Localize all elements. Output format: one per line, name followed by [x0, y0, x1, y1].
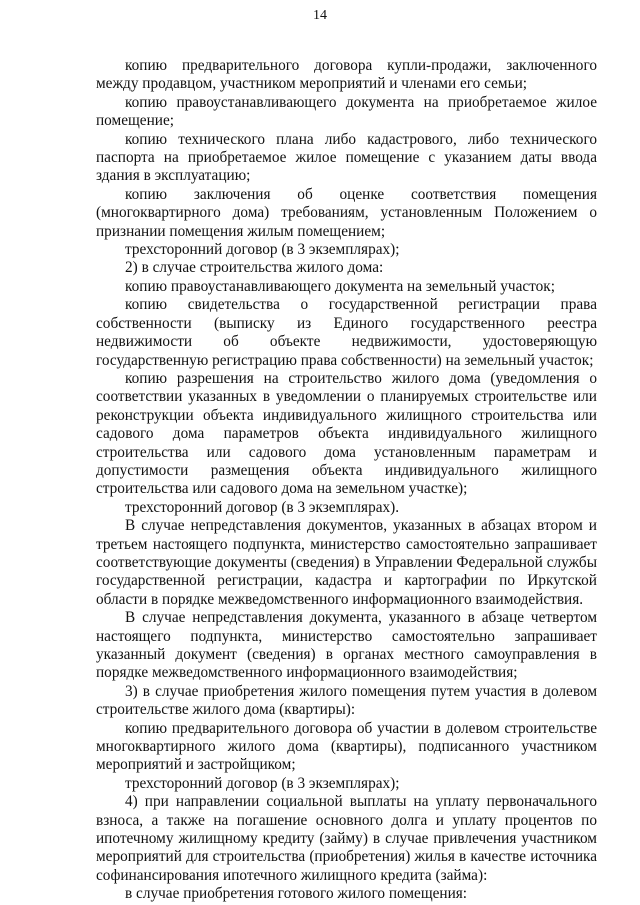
paragraph: В случае непредставления документа, указанного в абзаце четвертом настоящего подпункта, министерство самостоятельно запрашивает указанный документ (сведения) в органах местного самоуправления в порядке межведомственного информационного взаимодействия; — [96, 609, 597, 682]
paragraph: трехсторонний договор (в 3 экземплярах). — [125, 498, 400, 516]
paragraph: 4) при направлении социальной выплаты на уплату первоначального взноса, а также на погашение основного долга и уплату процентов по ипотечному жилищному кредиту (займу) в случае привлечения участником мероприятий для строительства (приобретения) жилья в качестве источника софинансирования ипотечного жилищного кредита (займа): — [96, 793, 597, 884]
paragraph: копию технического плана либо кадастрового, либо технического паспорта на приобретаемое жилое помещение с указанием даты ввода здания в эксплуатацию; — [96, 130, 597, 185]
paragraph: трехсторонний договор (в 3 экземплярах); — [125, 241, 400, 259]
paragraph: 3) в случае приобретения жилого помещения путем участия в долевом строительстве жилого дома (квартиры): — [96, 682, 597, 719]
paragraph: копию предварительного договора об участии в долевом строительстве многоквартирного жилого дома (квартиры), подписанного участником мероприятий и застройщиком; — [96, 719, 597, 774]
paragraph: копию правоустанавливающего документа на земельный участок; — [125, 277, 555, 295]
paragraph: копию предварительного договора купли-продажи, заключенного между продавцом, участником мероприятий и членами его семьи; — [96, 57, 597, 93]
paragraph: В случае непредставления документов, указанных в абзацах втором и третьем настоящего подпункта, министерство самостоятельно запрашивает соответствующие документы (сведения) в Управлении Федеральной службы государственной регистрации, кадастра и картографии по Иркутской области в порядке межведомственного информационного взаимодействия. — [96, 517, 597, 608]
paragraph: трехсторонний договор (в 3 экземплярах); — [125, 774, 400, 792]
paragraph: копию разрешения на строительство жилого дома (уведомления о соответствии указанных в уведомлении о планируемых строительстве или реконструкции объекта индивидуального жилищного строительства или садового дома параметров объекта индивидуального жилищного строительства или садового дома установленным параметрам и допустимости размещения объекта индивидуального жилищного строительства или садового дома на земельном участке); — [96, 369, 597, 498]
paragraph: в случае приобретения готового жилого помещения: — [125, 885, 468, 903]
paragraph: копию свидетельства о государственной регистрации права собственности (выписку из Единого государственного реестра недвижимости об объекте недвижимости, удостоверяющую государственную регистрацию права собственности) на земельный участок; — [96, 296, 597, 369]
paragraph: копию заключения об оценке соответствия помещения (многоквартирного дома) требованиям, установленным Положением о признании помещения жилым помещением; — [96, 185, 597, 240]
paragraph: 2) в случае строительства жилого дома: — [125, 259, 384, 277]
document-body — [96, 57, 597, 904]
page-number: 14 — [313, 8, 327, 23]
paragraph: копию правоустанавливающего документа на приобретаемое жилое помещение; — [96, 93, 597, 130]
